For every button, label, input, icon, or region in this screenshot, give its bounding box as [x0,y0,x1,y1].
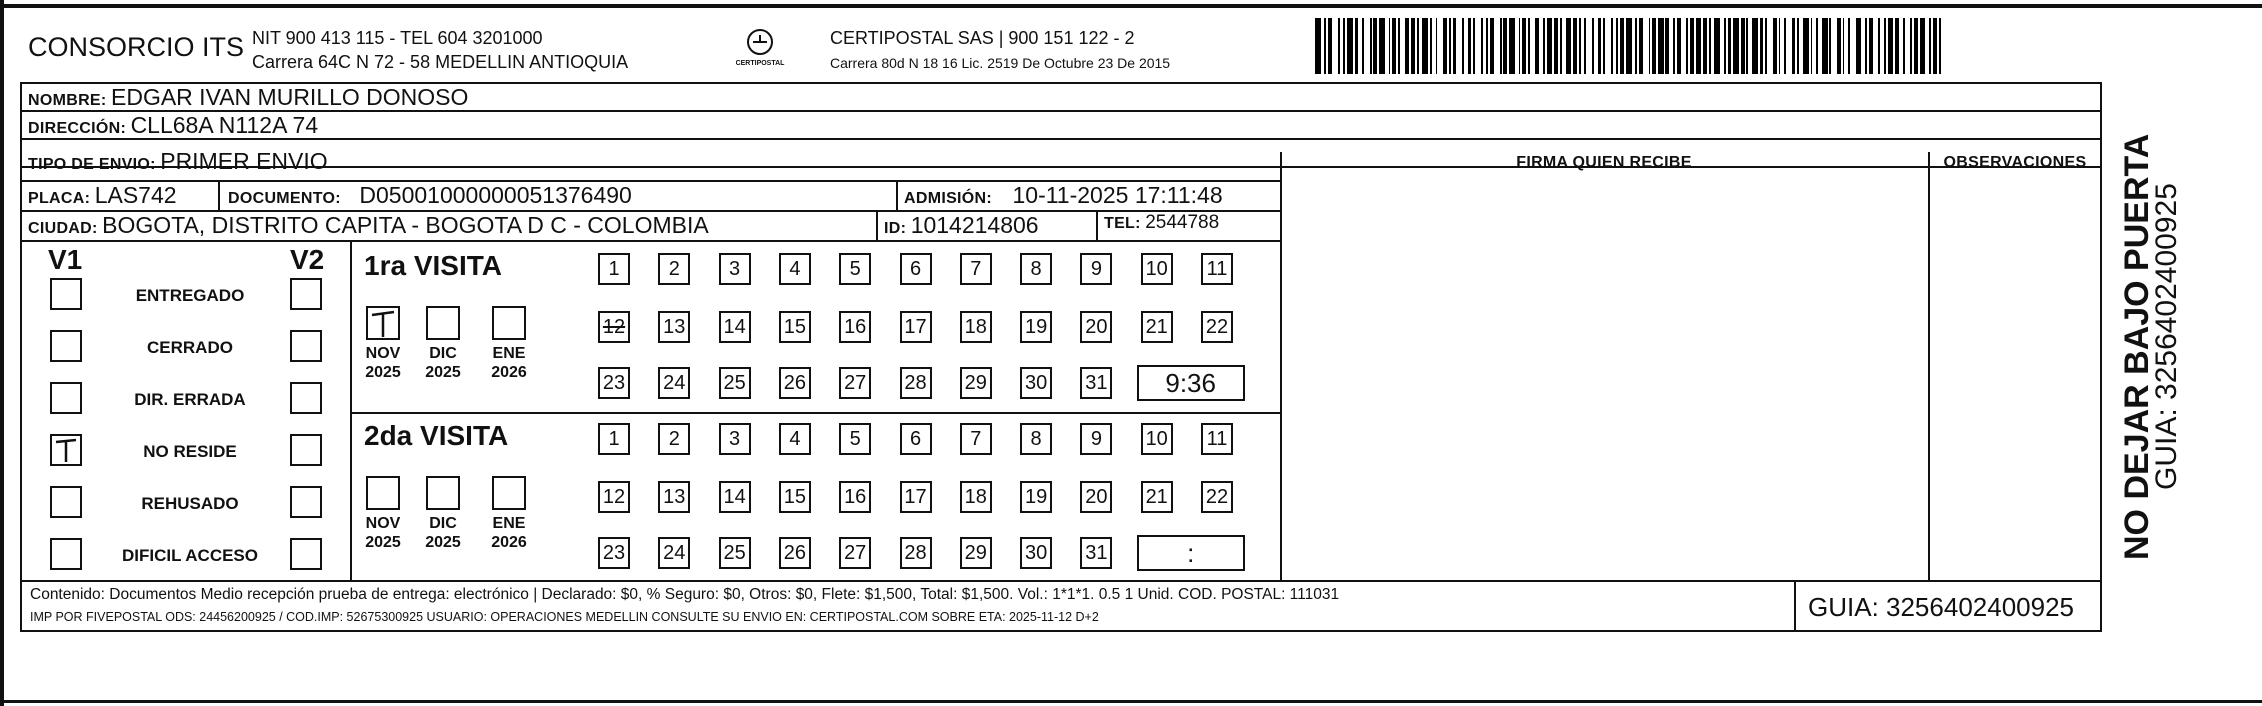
visit-0-day-22[interactable]: 22 [1201,311,1233,343]
visit-0-day-7[interactable]: 7 [960,253,992,285]
tipo-value: PRIMER ENVIO [160,148,328,174]
direccion-label: DIRECCIÓN: [28,120,127,137]
documento-row [228,182,632,209]
side-warning: NO DEJAR BAJO PUERTA [2118,133,2156,560]
nombre-value: EDGAR IVAN MURILLO DONOSO [111,84,469,110]
visit-1-day-16[interactable]: 16 [839,481,871,513]
visit-1-month-checkbox-1[interactable] [426,476,460,510]
visit-1-day-20[interactable]: 20 [1080,481,1112,513]
visit-0-day-17[interactable]: 17 [900,311,932,343]
id-label: ID: [884,220,907,237]
certipostal-line2: Carrera 80d N 18 16 Lic. 2519 De Octubre 23 De 2015 [830,55,1171,71]
grid-line [1280,152,1282,580]
reason-label-2: DIR. ERRADA [134,390,246,409]
visit-1-day-5[interactable]: 5 [839,423,871,455]
visit-1-day-11[interactable]: 11 [1201,423,1233,455]
documento-value: D05001000000051376490 [359,182,632,208]
visit-0-day-2[interactable]: 2 [658,253,690,285]
visit-0-day-24[interactable]: 24 [658,367,690,399]
visit-0-month-label-0 [359,344,407,382]
barcode-bar [1941,18,1947,74]
nombre-label: NOMBRE: [28,92,107,109]
v2-checkbox-4[interactable] [290,486,322,518]
visit-0-day-11[interactable]: 11 [1201,253,1233,285]
v2-checkbox-0[interactable] [290,278,322,310]
check-mark-icon [52,436,80,464]
id-row [884,212,1039,239]
visit-0-day-9[interactable]: 9 [1080,253,1112,285]
tipo-label: TIPO DE ENVIO: [28,156,156,173]
grid-line [20,630,2102,632]
v1-checkbox-5[interactable] [50,538,82,570]
visit-1-day-25[interactable]: 25 [719,537,751,569]
visit-0-day-12[interactable]: 12 [598,311,630,343]
logo-text: CERTIPOSTAL [735,60,785,67]
visit-1-day-30[interactable]: 30 [1020,537,1052,569]
month-name: DIC [429,345,457,362]
visit-title-1: 2da VISITA [364,420,509,451]
visit-0-month-label-2 [485,344,533,382]
barcode [1315,18,1947,74]
ciudad-value: BOGOTA, DISTRITO CAPITA - BOGOTA D C - COLOMBIA [102,212,709,238]
visit-1-day-17[interactable]: 17 [900,481,932,513]
visit-0-day-6[interactable]: 6 [900,253,932,285]
reason-label-4: REHUSADO [141,494,239,513]
ciudad-row [28,212,709,239]
visit-1-day-3[interactable]: 3 [719,423,751,455]
visit-0-day-27[interactable]: 27 [839,367,871,399]
visit-0-day-20[interactable]: 20 [1080,311,1112,343]
ciudad-label: CIUDAD: [28,220,98,237]
month-year: 2026 [491,364,527,381]
reason-label-0: ENTREGADO [135,286,245,305]
month-name: NOV [365,345,401,362]
bottom-border [0,700,2262,703]
visit-1-month-label-0 [359,514,407,552]
placa-value: LAS742 [94,182,177,208]
grid-line [876,210,878,240]
direccion-value: CLL68A N112A 74 [130,112,319,138]
visit-0-day-8[interactable]: 8 [1020,253,1052,285]
visit-1-day-23[interactable]: 23 [598,537,630,569]
observaciones-header: OBSERVACIONES [1943,154,2087,171]
v2-checkbox-5[interactable] [290,538,322,570]
certipostal-line1: CERTIPOSTAL SAS | 900 151 122 - 2 [830,28,1135,48]
visit-1-day-9[interactable]: 9 [1080,423,1112,455]
tel-label: TEL: [1104,215,1141,232]
footer-contenido: Contenido: Documentos Medio recepción prueba de entrega: electrónico | Declarado: $0, % Seguro: $0, Otros: $0, Flete: $1,500, Total: $1,500. Vol.: 1*1*1. 0.5 1 Unid. COD. POSTAL: 111031 [30,586,1340,603]
grid-line [20,580,2102,582]
visit-0-month-checkbox-2[interactable] [492,306,526,340]
visit-1-month-checkbox-2[interactable] [492,476,526,510]
grid-line [350,412,1280,414]
visit-1-day-2[interactable]: 2 [658,423,690,455]
reason-label-5: DIFICIL ACCESO [121,546,258,565]
footer-imp: IMP POR FIVEPOSTAL ODS: 24456200925 / COD.IMP: 52675300925 USUARIO: OPERACIONES MEDELLIN CONSULTE SU ENVIO EN: CERTIPOSTAL.COM SOBRE ETA: 2025-11-12 D+2 [30,610,1099,624]
visit-1-day-12[interactable]: 12 [598,481,630,513]
v2-checkbox-3[interactable] [290,434,322,466]
visit-0-day-28[interactable]: 28 [900,367,932,399]
month-year: 2025 [425,364,461,381]
visit-0-month-checkbox-1[interactable] [426,306,460,340]
visit-1-day-15[interactable]: 15 [779,481,811,513]
visit-0-day-18[interactable]: 18 [960,311,992,343]
placa-label: PLACA: [28,190,91,207]
visit-1-day-21[interactable]: 21 [1141,481,1173,513]
grid-line [20,82,22,630]
v2-checkbox-2[interactable] [290,382,322,414]
reason-label-3: NO RESIDE [143,442,237,461]
visit-1-day-13[interactable]: 13 [658,481,690,513]
visit-0-day-13[interactable]: 13 [658,311,690,343]
visit-1-day-26[interactable]: 26 [779,537,811,569]
visit-1-day-19[interactable]: 19 [1020,481,1052,513]
placa-row [28,182,177,209]
visit-0-day-1[interactable]: 1 [598,253,630,285]
visit-0-day-19[interactable]: 19 [1020,311,1052,343]
month-year: 2026 [491,534,527,551]
id-value: 1014214806 [910,212,1039,238]
visit-1-day-24[interactable]: 24 [658,537,690,569]
top-border [0,4,2262,8]
month-year: 2025 [365,364,401,381]
company-nit: NIT 900 413 115 - TEL 604 3201000 [252,28,543,48]
visit-0-day-23[interactable]: 23 [598,367,630,399]
grid-line [1928,152,1930,580]
visit-0-day-10[interactable]: 10 [1141,253,1173,285]
visit-0-day-16[interactable]: 16 [839,311,871,343]
visit-1-day-10[interactable]: 10 [1141,423,1173,455]
grid-line [1794,580,1796,630]
visit-1-day-6[interactable]: 6 [900,423,932,455]
visit-0-day-3[interactable]: 3 [719,253,751,285]
visit-0-day-26[interactable]: 26 [779,367,811,399]
v1-checkbox-1[interactable] [50,330,82,362]
visit-0-day-29[interactable]: 29 [960,367,992,399]
v2-label: V2 [290,244,325,275]
month-name: ENE [492,345,526,362]
certipostal-logo-icon [730,26,790,78]
v1-checkbox-2[interactable] [50,382,82,414]
direccion-row [28,112,318,139]
visit-0-day-4[interactable]: 4 [779,253,811,285]
v1-label: V1 [48,244,83,275]
tipo-row [28,148,328,175]
side-guia: GUIA: 3256402400925 [2150,183,2183,490]
left-border [0,0,4,706]
visit-1-day-18[interactable]: 18 [960,481,992,513]
month-year: 2025 [365,534,401,551]
v1-checkbox-0[interactable] [50,278,82,310]
month-name: DIC [429,515,457,532]
company-name: CONSORCIO ITS [28,32,245,62]
v1-checkbox-3[interactable] [50,434,82,466]
documento-label: DOCUMENTO: [228,190,341,207]
visit-1-day-29[interactable]: 29 [960,537,992,569]
visit-0-day-5[interactable]: 5 [839,253,871,285]
visit-0-day-21[interactable]: 21 [1141,311,1173,343]
company-address: Carrera 64C N 72 - 58 MEDELLIN ANTIOQUIA [252,52,629,72]
visit-1-month-label-2 [485,514,533,552]
visit-0-day-31[interactable]: 31 [1080,367,1112,399]
nombre-row [28,84,468,111]
grid-line [20,240,1280,242]
visit-1-month-label-1 [419,514,467,552]
tel-row [1104,212,1219,234]
visit-0-day-14[interactable]: 14 [719,311,751,343]
reason-label-1: CERRADO [147,338,233,357]
visit-0-day-15[interactable]: 15 [779,311,811,343]
grid-line [896,180,898,210]
visit-1-day-14[interactable]: 14 [719,481,751,513]
visit-1-day-8[interactable]: 8 [1020,423,1052,455]
visit-0-day-30[interactable]: 30 [1020,367,1052,399]
visit-0-day-25[interactable]: 25 [719,367,751,399]
check-mark-icon [368,308,398,338]
month-name: ENE [492,515,526,532]
grid-line [350,240,352,580]
visit-title-0: 1ra VISITA [364,250,502,281]
grid-line [2100,82,2102,630]
grid-line [218,180,220,210]
visit-1-day-1[interactable]: 1 [598,423,630,455]
v2-checkbox-1[interactable] [290,330,322,362]
footer-guia: GUIA: 3256402400925 [1808,592,2074,622]
visit-1-month-checkbox-0[interactable] [366,476,400,510]
firma-header: FIRMA QUIEN RECIBE [1516,154,1692,171]
grid-line [1096,210,1098,240]
admision-label: ADMISIÓN: [904,190,993,207]
visit-1-day-27[interactable]: 27 [839,537,871,569]
v1-checkbox-4[interactable] [50,486,82,518]
visit-0-time-box[interactable]: 9:36 [1137,365,1245,401]
visit-1-time-box[interactable]: : [1137,535,1245,571]
visit-1-day-22[interactable]: 22 [1201,481,1233,513]
visit-1-day-31[interactable]: 31 [1080,537,1112,569]
month-year: 2025 [425,534,461,551]
visit-1-day-7[interactable]: 7 [960,423,992,455]
visit-1-day-28[interactable]: 28 [900,537,932,569]
visit-0-month-checkbox-0[interactable] [366,306,400,340]
visit-0-month-label-1 [419,344,467,382]
tel-value: 2544788 [1145,212,1220,233]
admision-row [904,182,1223,209]
grid-line [20,138,2102,140]
month-name: NOV [365,515,401,532]
visit-1-day-4[interactable]: 4 [779,423,811,455]
admision-value: 10-11-2025 17:11:48 [1012,182,1223,208]
